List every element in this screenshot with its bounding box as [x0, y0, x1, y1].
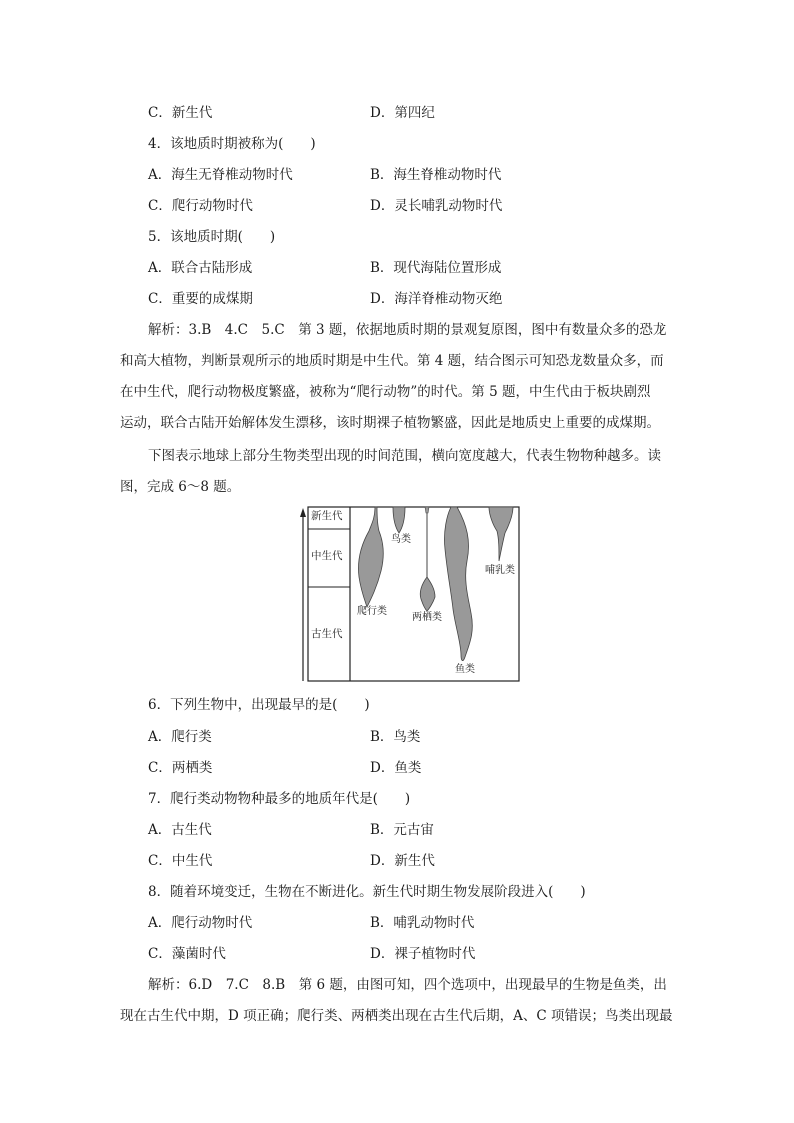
bird-shape: [393, 507, 405, 533]
q7-option-c: C．中生代: [148, 853, 213, 869]
q6-option-b: B．鸟类: [370, 729, 421, 745]
q4-option-b: B．海生脊椎动物时代: [370, 167, 502, 183]
reptile-shape: [358, 507, 383, 607]
q5-option-a: A．联合古陆形成: [148, 260, 253, 276]
q6-option-c: C．两栖类: [148, 760, 213, 776]
label-reptile: 爬行类: [357, 606, 387, 617]
analysis-line: 现在古生代中期，D 项正确；爬行类、两栖类出现在古生代后期，A、C 项错误；鸟类出现最: [120, 1008, 673, 1024]
q8-option-d: D．裸子植物时代: [370, 946, 476, 962]
q5-option-b: B．现代海陆位置形成: [370, 260, 502, 276]
analysis-line: 解析：6.D 7.C 8.B 第 6 题，由图可知，四个选项中，出现最早的生物是鱼类，出: [148, 977, 667, 993]
q5-option-c: C．重要的成煤期: [148, 291, 253, 307]
q7-option-a: A．古生代: [148, 822, 212, 838]
q8-option-c: C．藻菌时代: [148, 946, 226, 962]
q5-stem: 5．该地质时期( ): [148, 229, 276, 245]
mammal-shape: [489, 507, 513, 561]
q3-option-c: C．新生代: [148, 105, 213, 121]
q6-option-a: A．爬行类: [148, 729, 212, 745]
q7-option-b: B．元古宙: [370, 822, 434, 838]
label-bird: 鸟类: [391, 534, 411, 545]
era-label-paleozoic: 古生代: [311, 628, 343, 640]
diagram-frame: [308, 507, 519, 681]
q4-option-c: C．爬行动物时代: [148, 198, 253, 214]
label-fish: 鱼类: [455, 664, 475, 675]
label-mammal: 哺乳类: [485, 565, 515, 576]
analysis-line: 运动，联合古陆开始解体发生漂移，该时期裸子植物繁盛，因此是地质史上重要的成煤期。: [120, 415, 660, 431]
q4-option-d: D．灵长哺乳动物时代: [370, 198, 503, 214]
era-label-mesozoic: 中生代: [311, 550, 343, 562]
q4-stem: 4．该地质时期被称为( ): [148, 136, 316, 152]
era-label-cenozoic: 新生代: [311, 510, 343, 522]
analysis-line: 和高大植物，判断景观所示的地质时期是中生代。第 4 题，结合图示可知恐龙数量众多，而: [120, 353, 664, 369]
analysis-line: 解析：3.B 4.C 5.C 第 3 题，依据地质时期的景观复原图，图中有数量众多的恐龙: [148, 322, 667, 338]
time-axis-arrow: [300, 508, 306, 517]
q8-stem: 8．随着环境变迁，生物在不断进化。新生代时期生物发展阶段进入( ): [148, 884, 586, 900]
q7-stem: 7．爬行类动物物种最多的地质年代是( ): [148, 791, 411, 807]
q6-option-d: D．鱼类: [370, 760, 422, 776]
q6-stem: 6．下列生物中，出现最早的是( ): [148, 697, 370, 713]
amphibian-shape: [420, 577, 435, 611]
label-amphibian: 两栖类: [412, 612, 442, 623]
q8-option-b: B．哺乳动物时代: [370, 915, 475, 931]
q7-option-d: D．新生代: [370, 853, 435, 869]
analysis-line: 在中生代，爬行动物极度繁盛，被称为“爬行动物”的时代。第 5 题，中生代由于板块剧烈: [120, 384, 651, 400]
q3-option-d: D．第四纪: [370, 105, 435, 121]
q4-option-a: A．海生无脊椎动物时代: [148, 167, 293, 183]
evolution-diagram: [299, 505, 521, 684]
intro-line: 图，完成 6～8 题。: [120, 479, 241, 495]
intro-line: 下图表示地球上部分生物类型出现的时间范围，横向宽度越大，代表生物物种越多。读: [148, 448, 661, 464]
q5-option-d: D．海洋脊椎动物灭绝: [370, 291, 503, 307]
q8-option-a: A．爬行动物时代: [148, 915, 253, 931]
fish-shape: [444, 507, 472, 661]
